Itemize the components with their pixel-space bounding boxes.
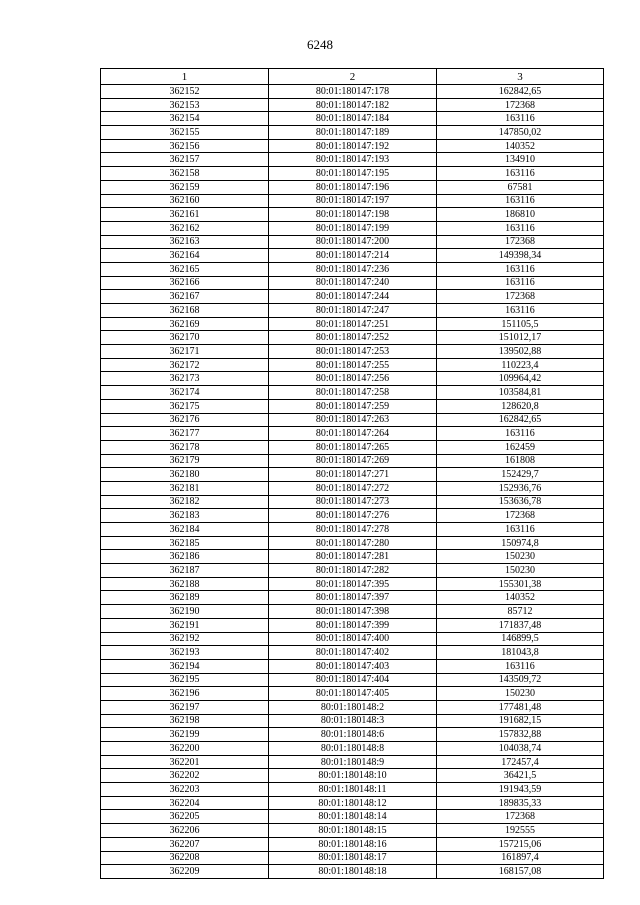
cadastral-number-cell: 80:01:180148:16 bbox=[269, 837, 437, 851]
value-cell: 85712 bbox=[437, 605, 604, 619]
row-number-cell: 362165 bbox=[101, 262, 269, 276]
cadastral-number-cell: 80:01:180147:247 bbox=[269, 304, 437, 318]
value-cell: 67581 bbox=[437, 180, 604, 194]
cadastral-number-cell: 80:01:180147:189 bbox=[269, 126, 437, 140]
table-row bbox=[101, 235, 604, 249]
cadastral-number-cell: 80:01:180147:253 bbox=[269, 345, 437, 359]
column-header-2: 2 bbox=[269, 69, 437, 85]
value-cell: 172457,4 bbox=[437, 755, 604, 769]
table-row bbox=[101, 577, 604, 591]
table-row bbox=[101, 358, 604, 372]
value-cell: 168157,08 bbox=[437, 865, 604, 879]
table-row bbox=[101, 495, 604, 509]
table-row bbox=[101, 796, 604, 810]
table-row bbox=[101, 98, 604, 112]
table-row bbox=[101, 427, 604, 441]
row-number-cell: 362189 bbox=[101, 591, 269, 605]
cadastral-number-cell: 80:01:180147:251 bbox=[269, 317, 437, 331]
row-number-cell: 362166 bbox=[101, 276, 269, 290]
cadastral-number-cell: 80:01:180147:280 bbox=[269, 536, 437, 550]
row-number-cell: 362197 bbox=[101, 700, 269, 714]
cadastral-number-cell: 80:01:180147:240 bbox=[269, 276, 437, 290]
cadastral-number-cell: 80:01:180147:273 bbox=[269, 495, 437, 509]
cadastral-number-cell: 80:01:180147:214 bbox=[269, 249, 437, 263]
row-number-cell: 362173 bbox=[101, 372, 269, 386]
table-row bbox=[101, 317, 604, 331]
cadastral-number-cell: 80:01:180147:403 bbox=[269, 659, 437, 673]
row-number-cell: 362155 bbox=[101, 126, 269, 140]
table-row bbox=[101, 290, 604, 304]
cadastral-number-cell: 80:01:180147:398 bbox=[269, 605, 437, 619]
row-number-cell: 362206 bbox=[101, 824, 269, 838]
value-cell: 186810 bbox=[437, 208, 604, 222]
value-cell: 155301,38 bbox=[437, 577, 604, 591]
table-row bbox=[101, 700, 604, 714]
value-cell: 163116 bbox=[437, 221, 604, 235]
table-row bbox=[101, 126, 604, 140]
table-row bbox=[101, 509, 604, 523]
cadastral-number-cell: 80:01:180147:196 bbox=[269, 180, 437, 194]
cadastral-number-cell: 80:01:180147:395 bbox=[269, 577, 437, 591]
table-row bbox=[101, 851, 604, 865]
table-row bbox=[101, 85, 604, 99]
row-number-cell: 362152 bbox=[101, 85, 269, 99]
row-number-cell: 362204 bbox=[101, 796, 269, 810]
row-number-cell: 362177 bbox=[101, 427, 269, 441]
cadastral-number-cell: 80:01:180147:193 bbox=[269, 153, 437, 167]
value-cell: 151105,5 bbox=[437, 317, 604, 331]
table-row bbox=[101, 605, 604, 619]
table-row bbox=[101, 632, 604, 646]
table-row bbox=[101, 536, 604, 550]
row-number-cell: 362161 bbox=[101, 208, 269, 222]
row-number-cell: 362162 bbox=[101, 221, 269, 235]
cadastral-number-cell: 80:01:180147:272 bbox=[269, 481, 437, 495]
value-cell: 163116 bbox=[437, 262, 604, 276]
cadastral-number-cell: 80:01:180147:269 bbox=[269, 454, 437, 468]
table-row bbox=[101, 481, 604, 495]
cadastral-number-cell: 80:01:180147:405 bbox=[269, 687, 437, 701]
value-cell: 163116 bbox=[437, 167, 604, 181]
value-cell: 162842,65 bbox=[437, 413, 604, 427]
row-number-cell: 362187 bbox=[101, 564, 269, 578]
cadastral-number-cell: 80:01:180148:14 bbox=[269, 810, 437, 824]
value-cell: 147850,02 bbox=[437, 126, 604, 140]
row-number-cell: 362174 bbox=[101, 386, 269, 400]
cadastral-number-cell: 80:01:180148:3 bbox=[269, 714, 437, 728]
row-number-cell: 362193 bbox=[101, 646, 269, 660]
table-row bbox=[101, 139, 604, 153]
row-number-cell: 362175 bbox=[101, 399, 269, 413]
cadastral-number-cell: 80:01:180147:197 bbox=[269, 194, 437, 208]
value-cell: 172368 bbox=[437, 98, 604, 112]
table-row bbox=[101, 673, 604, 687]
row-number-cell: 362164 bbox=[101, 249, 269, 263]
value-cell: 153636,78 bbox=[437, 495, 604, 509]
value-cell: 152429,7 bbox=[437, 468, 604, 482]
row-number-cell: 362205 bbox=[101, 810, 269, 824]
value-cell: 171837,48 bbox=[437, 618, 604, 632]
row-number-cell: 362172 bbox=[101, 358, 269, 372]
value-cell: 150230 bbox=[437, 550, 604, 564]
value-cell: 150230 bbox=[437, 687, 604, 701]
table-row bbox=[101, 413, 604, 427]
value-cell: 163116 bbox=[437, 523, 604, 537]
row-number-cell: 362190 bbox=[101, 605, 269, 619]
value-cell: 140352 bbox=[437, 139, 604, 153]
cadastral-number-cell: 80:01:180147:258 bbox=[269, 386, 437, 400]
cadastral-number-cell: 80:01:180148:11 bbox=[269, 783, 437, 797]
cadastral-number-cell: 80:01:180147:252 bbox=[269, 331, 437, 345]
table-row bbox=[101, 810, 604, 824]
table-row bbox=[101, 153, 604, 167]
row-number-cell: 362185 bbox=[101, 536, 269, 550]
table-row bbox=[101, 618, 604, 632]
table-row bbox=[101, 659, 604, 673]
value-cell: 189835,33 bbox=[437, 796, 604, 810]
table-row bbox=[101, 167, 604, 181]
row-number-cell: 362167 bbox=[101, 290, 269, 304]
value-cell: 191682,15 bbox=[437, 714, 604, 728]
row-number-cell: 362157 bbox=[101, 153, 269, 167]
row-number-cell: 362170 bbox=[101, 331, 269, 345]
cadastral-number-cell: 80:01:180148:2 bbox=[269, 700, 437, 714]
value-cell: 172368 bbox=[437, 290, 604, 304]
row-number-cell: 362201 bbox=[101, 755, 269, 769]
value-cell: 143509,72 bbox=[437, 673, 604, 687]
row-number-cell: 362195 bbox=[101, 673, 269, 687]
table-row bbox=[101, 372, 604, 386]
value-cell: 149398,34 bbox=[437, 249, 604, 263]
cadastral-number-cell: 80:01:180147:255 bbox=[269, 358, 437, 372]
value-cell: 177481,48 bbox=[437, 700, 604, 714]
row-number-cell: 362200 bbox=[101, 742, 269, 756]
row-number-cell: 362171 bbox=[101, 345, 269, 359]
cadastral-number-cell: 80:01:180148:15 bbox=[269, 824, 437, 838]
row-number-cell: 362192 bbox=[101, 632, 269, 646]
table-row bbox=[101, 783, 604, 797]
table-row bbox=[101, 755, 604, 769]
row-number-cell: 362184 bbox=[101, 523, 269, 537]
table-row bbox=[101, 112, 604, 126]
page-number: 6248 bbox=[307, 37, 333, 52]
table-row bbox=[101, 194, 604, 208]
value-cell: 157832,88 bbox=[437, 728, 604, 742]
value-cell: 163116 bbox=[437, 304, 604, 318]
row-number-cell: 362209 bbox=[101, 865, 269, 879]
table-row bbox=[101, 249, 604, 263]
row-number-cell: 362199 bbox=[101, 728, 269, 742]
row-number-cell: 362188 bbox=[101, 577, 269, 591]
cadastral-number-cell: 80:01:180147:198 bbox=[269, 208, 437, 222]
table-row bbox=[101, 221, 604, 235]
cadastral-number-cell: 80:01:180147:199 bbox=[269, 221, 437, 235]
value-cell: 150230 bbox=[437, 564, 604, 578]
value-cell: 134910 bbox=[437, 153, 604, 167]
cadastral-number-cell: 80:01:180147:404 bbox=[269, 673, 437, 687]
row-number-cell: 362169 bbox=[101, 317, 269, 331]
cadastral-number-cell: 80:01:180147:200 bbox=[269, 235, 437, 249]
row-number-cell: 362203 bbox=[101, 783, 269, 797]
table-row bbox=[101, 440, 604, 454]
table-row bbox=[101, 591, 604, 605]
row-number-cell: 362202 bbox=[101, 769, 269, 783]
row-number-cell: 362183 bbox=[101, 509, 269, 523]
table-row bbox=[101, 345, 604, 359]
row-number-cell: 362208 bbox=[101, 851, 269, 865]
value-cell: 192555 bbox=[437, 824, 604, 838]
value-cell: 163116 bbox=[437, 194, 604, 208]
value-cell: 161808 bbox=[437, 454, 604, 468]
table-row bbox=[101, 331, 604, 345]
cadastral-number-cell: 80:01:180148:6 bbox=[269, 728, 437, 742]
row-number-cell: 362176 bbox=[101, 413, 269, 427]
value-cell: 139502,88 bbox=[437, 345, 604, 359]
row-number-cell: 362186 bbox=[101, 550, 269, 564]
table-row bbox=[101, 386, 604, 400]
row-number-cell: 362196 bbox=[101, 687, 269, 701]
table-row bbox=[101, 468, 604, 482]
cadastral-number-cell: 80:01:180147:263 bbox=[269, 413, 437, 427]
data-table bbox=[100, 68, 604, 879]
row-number-cell: 362163 bbox=[101, 235, 269, 249]
table-row bbox=[101, 646, 604, 660]
row-number-cell: 362156 bbox=[101, 139, 269, 153]
value-cell: 172368 bbox=[437, 509, 604, 523]
cadastral-number-cell: 80:01:180147:256 bbox=[269, 372, 437, 386]
table-row bbox=[101, 180, 604, 194]
value-cell: 163116 bbox=[437, 112, 604, 126]
value-cell: 151012,17 bbox=[437, 331, 604, 345]
table-row bbox=[101, 550, 604, 564]
table-row bbox=[101, 865, 604, 879]
table-header-row bbox=[101, 69, 604, 85]
cadastral-number-cell: 80:01:180148:18 bbox=[269, 865, 437, 879]
cadastral-number-cell: 80:01:180148:17 bbox=[269, 851, 437, 865]
cadastral-number-cell: 80:01:180147:399 bbox=[269, 618, 437, 632]
cadastral-number-cell: 80:01:180147:264 bbox=[269, 427, 437, 441]
value-cell: 150974,8 bbox=[437, 536, 604, 550]
cadastral-number-cell: 80:01:180147:182 bbox=[269, 98, 437, 112]
cadastral-number-cell: 80:01:180147:402 bbox=[269, 646, 437, 660]
table-row bbox=[101, 728, 604, 742]
table-row bbox=[101, 399, 604, 413]
table-row bbox=[101, 262, 604, 276]
cadastral-number-cell: 80:01:180147:278 bbox=[269, 523, 437, 537]
cadastral-number-cell: 80:01:180147:178 bbox=[269, 85, 437, 99]
table-body bbox=[101, 85, 604, 879]
cadastral-number-cell: 80:01:180148:9 bbox=[269, 755, 437, 769]
value-cell: 172368 bbox=[437, 810, 604, 824]
row-number-cell: 362180 bbox=[101, 468, 269, 482]
cadastral-number-cell: 80:01:180147:192 bbox=[269, 139, 437, 153]
table-row bbox=[101, 208, 604, 222]
column-header-3: 3 bbox=[437, 69, 604, 85]
value-cell: 172368 bbox=[437, 235, 604, 249]
value-cell: 181043,8 bbox=[437, 646, 604, 660]
cadastral-number-cell: 80:01:180148:12 bbox=[269, 796, 437, 810]
cadastral-number-cell: 80:01:180147:265 bbox=[269, 440, 437, 454]
value-cell: 110223,4 bbox=[437, 358, 604, 372]
value-cell: 157215,06 bbox=[437, 837, 604, 851]
value-cell: 162842,65 bbox=[437, 85, 604, 99]
row-number-cell: 362154 bbox=[101, 112, 269, 126]
row-number-cell: 362207 bbox=[101, 837, 269, 851]
value-cell: 104038,74 bbox=[437, 742, 604, 756]
cadastral-number-cell: 80:01:180147:259 bbox=[269, 399, 437, 413]
cadastral-number-cell: 80:01:180147:184 bbox=[269, 112, 437, 126]
row-number-cell: 362160 bbox=[101, 194, 269, 208]
table-row bbox=[101, 687, 604, 701]
column-header-1: 1 bbox=[101, 69, 269, 85]
value-cell: 146899,5 bbox=[437, 632, 604, 646]
cadastral-number-cell: 80:01:180147:397 bbox=[269, 591, 437, 605]
table-row bbox=[101, 276, 604, 290]
cadastral-number-cell: 80:01:180147:276 bbox=[269, 509, 437, 523]
row-number-cell: 362182 bbox=[101, 495, 269, 509]
table-row bbox=[101, 564, 604, 578]
table-row bbox=[101, 714, 604, 728]
row-number-cell: 362168 bbox=[101, 304, 269, 318]
value-cell: 163116 bbox=[437, 659, 604, 673]
value-cell: 163116 bbox=[437, 427, 604, 441]
table-row bbox=[101, 824, 604, 838]
row-number-cell: 362158 bbox=[101, 167, 269, 181]
cadastral-number-cell: 80:01:180147:400 bbox=[269, 632, 437, 646]
value-cell: 36421,5 bbox=[437, 769, 604, 783]
value-cell: 109964,42 bbox=[437, 372, 604, 386]
value-cell: 152936,76 bbox=[437, 481, 604, 495]
cadastral-number-cell: 80:01:180147:271 bbox=[269, 468, 437, 482]
cadastral-number-cell: 80:01:180147:282 bbox=[269, 564, 437, 578]
table-row bbox=[101, 769, 604, 783]
row-number-cell: 362194 bbox=[101, 659, 269, 673]
cadastral-number-cell: 80:01:180148:8 bbox=[269, 742, 437, 756]
table-row bbox=[101, 454, 604, 468]
value-cell: 128620,8 bbox=[437, 399, 604, 413]
row-number-cell: 362153 bbox=[101, 98, 269, 112]
row-number-cell: 362181 bbox=[101, 481, 269, 495]
cadastral-number-cell: 80:01:180147:281 bbox=[269, 550, 437, 564]
row-number-cell: 362159 bbox=[101, 180, 269, 194]
value-cell: 140352 bbox=[437, 591, 604, 605]
row-number-cell: 362191 bbox=[101, 618, 269, 632]
value-cell: 163116 bbox=[437, 276, 604, 290]
cadastral-number-cell: 80:01:180147:195 bbox=[269, 167, 437, 181]
table-row bbox=[101, 523, 604, 537]
value-cell: 162459 bbox=[437, 440, 604, 454]
table-row bbox=[101, 304, 604, 318]
table-row bbox=[101, 837, 604, 851]
value-cell: 161897,4 bbox=[437, 851, 604, 865]
row-number-cell: 362198 bbox=[101, 714, 269, 728]
table-row bbox=[101, 742, 604, 756]
value-cell: 191943,59 bbox=[437, 783, 604, 797]
cadastral-number-cell: 80:01:180148:10 bbox=[269, 769, 437, 783]
cadastral-number-cell: 80:01:180147:236 bbox=[269, 262, 437, 276]
value-cell: 103584,81 bbox=[437, 386, 604, 400]
cadastral-number-cell: 80:01:180147:244 bbox=[269, 290, 437, 304]
row-number-cell: 362179 bbox=[101, 454, 269, 468]
row-number-cell: 362178 bbox=[101, 440, 269, 454]
